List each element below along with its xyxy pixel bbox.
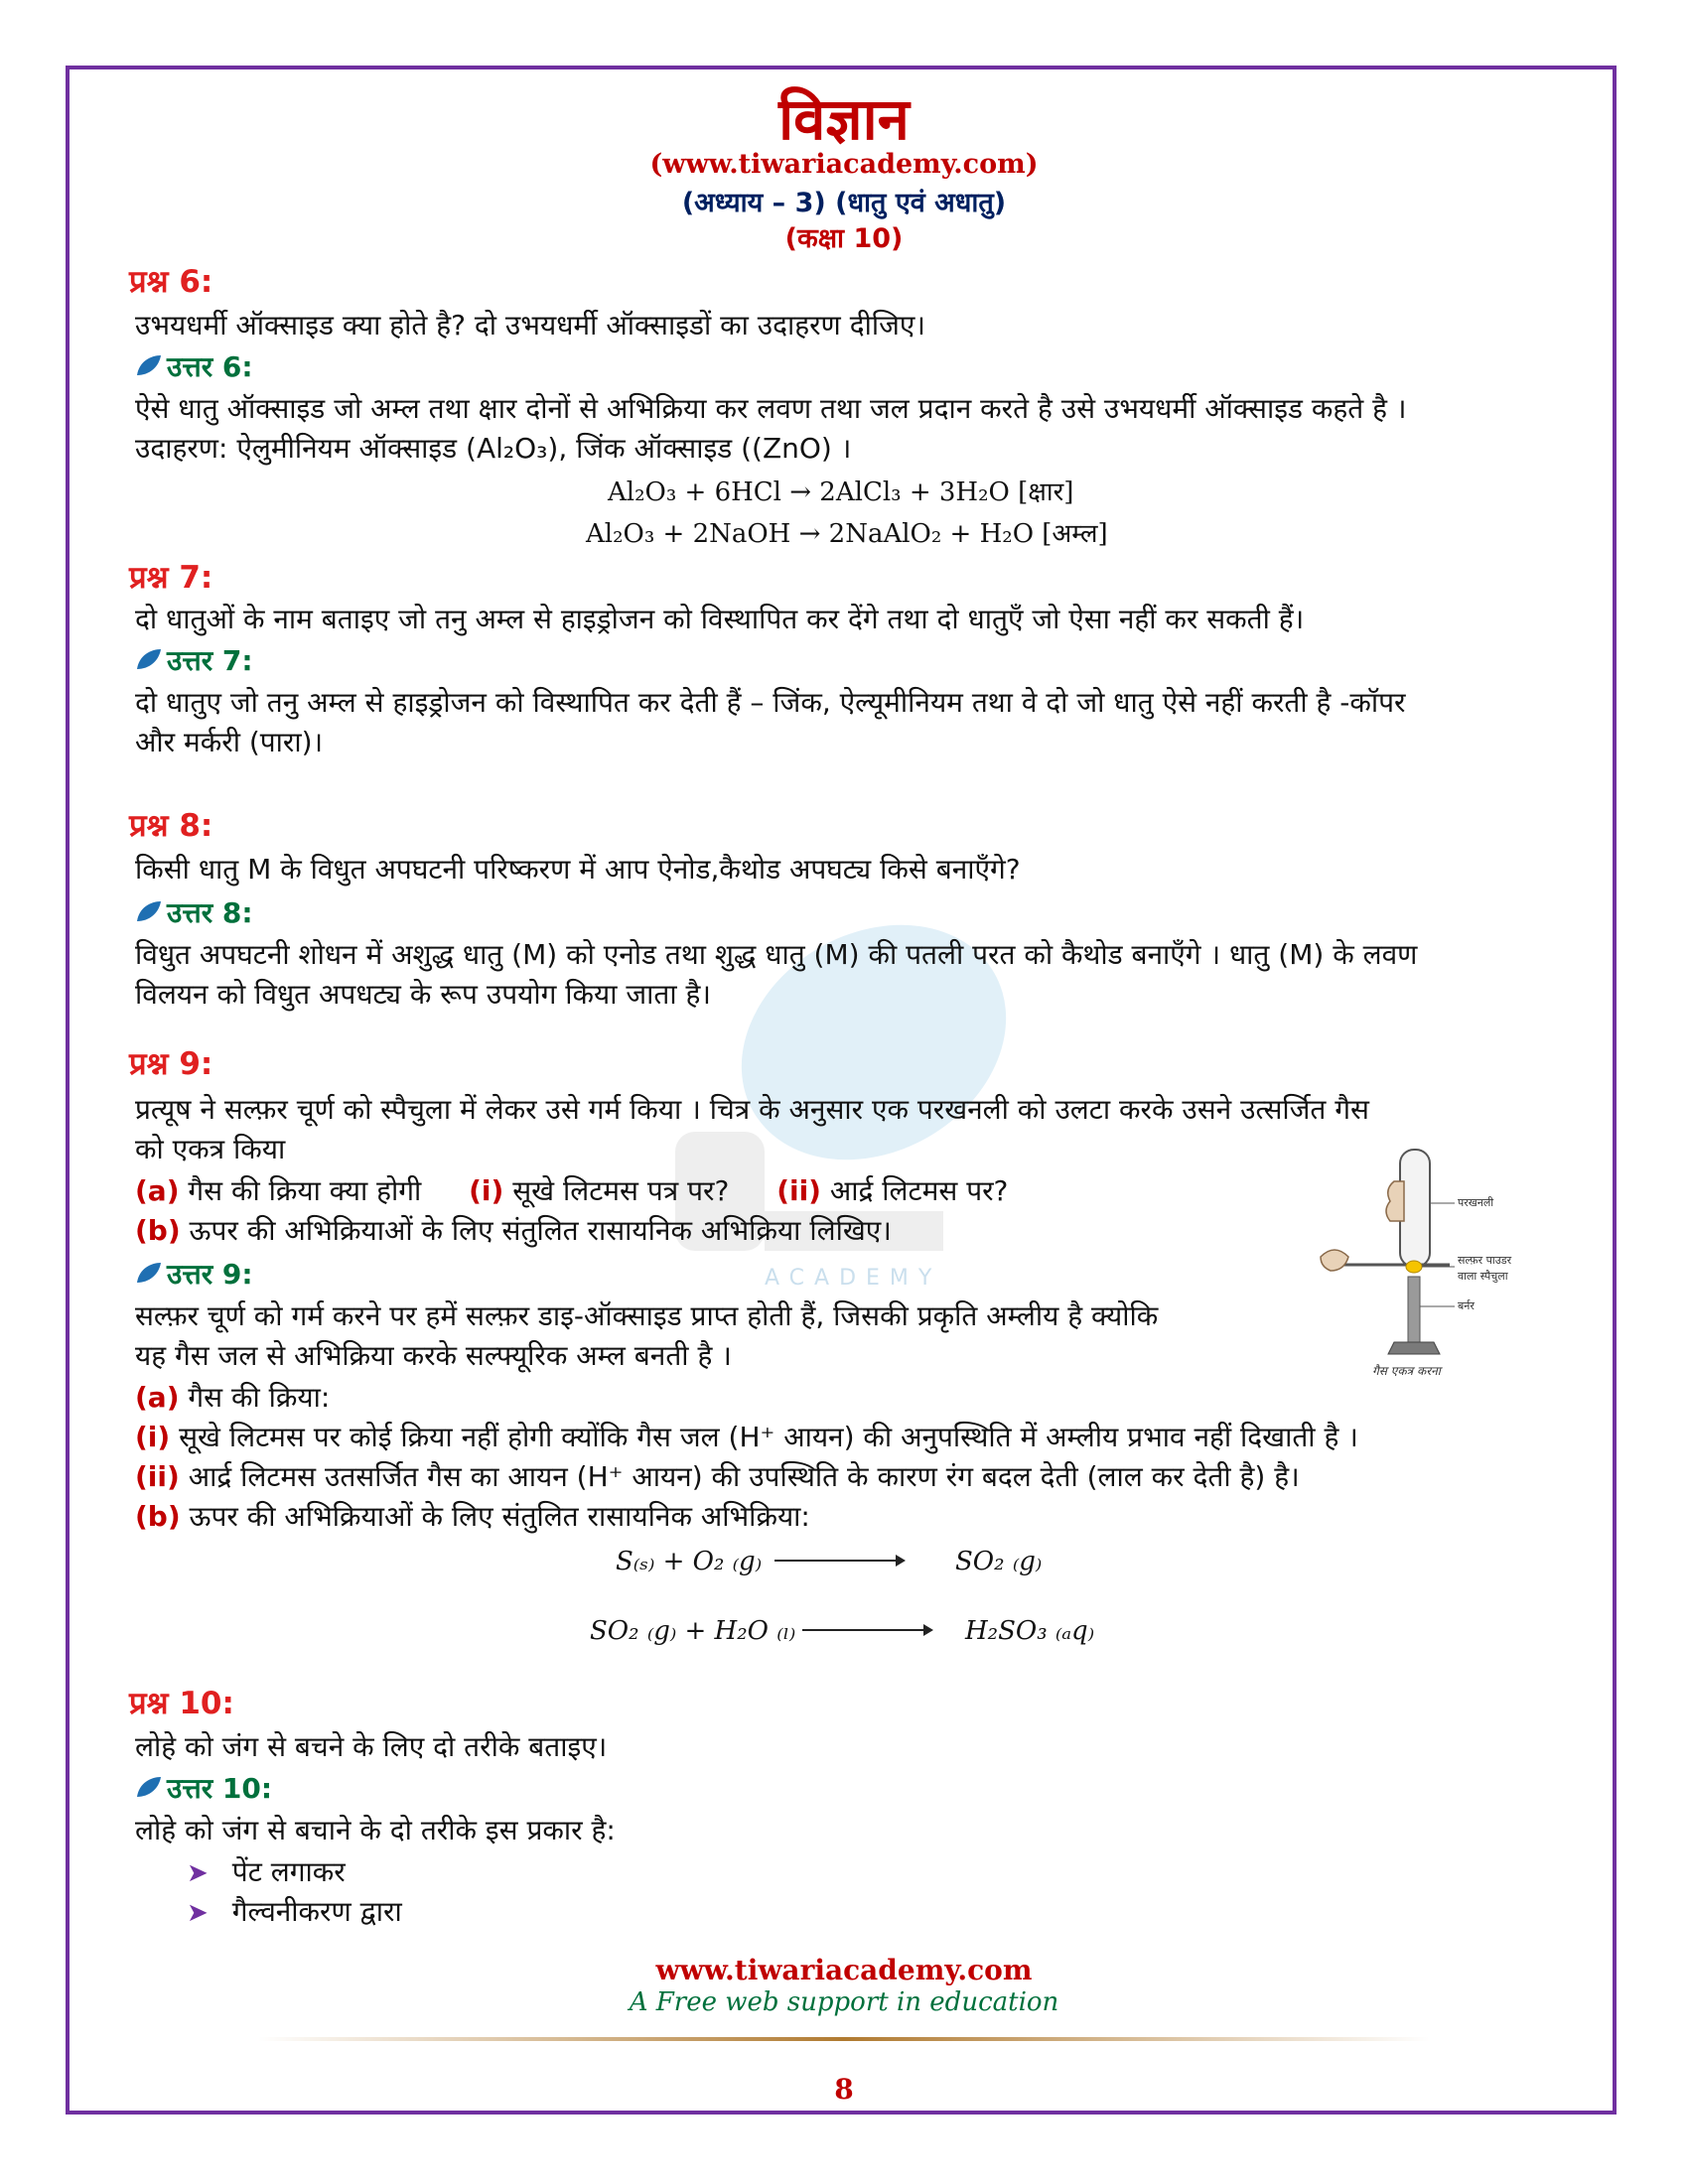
question-9-part-a: (a) गैस की क्रिया क्या होगी (i) सूखे लिटमस पत्र पर? (ii) आर्द्र लिटमस पर? [135,1174,1009,1207]
answer-9-line-2: यह गैस जल से अभिक्रिया करके सल्फ्यूरिक अम्ल बनती है । [135,1339,732,1372]
question-9-line-2: को एकत्र किया [135,1133,286,1165]
footer-website-link[interactable]: www.tiwariacademy.com [655,1954,1033,1986]
question-8-text: किसी धातु M के विधुत अपघटनी परिष्करण में आप ऐनोड,कैथोड अपघट्य किसे बनाएँगे? [135,853,1021,886]
equation-6-2: Al₂O₃ + 2NaOH → 2NaAlO₂ + H₂O [अम्ल] [586,519,1108,549]
leaf-icon [135,1261,163,1287]
website-header: (www.tiwariacademy.com) [649,149,1039,180]
answer-7-line-2: और मर्करी (पारा)। [135,726,324,758]
question-9-line-1: प्रत्यूष ने सल्फ़र चूर्ण को स्पैचुला में लेकर उसे गर्म किया । चित्र के अनुसार एक परखनली को उलटा करके उसने उत्सर्जित गैस [135,1093,1369,1126]
page-title: विज्ञान [778,85,910,153]
leaf-icon [135,899,163,925]
answer-9-part-a: (a) गैस की क्रिया: [135,1381,331,1414]
question-9-part-b: (b) ऊपर की अभिक्रियाओं के लिए संतुलित रासायनिक अभिक्रिया लिखिए। [135,1214,892,1247]
answer-9-part-b: (b) ऊपर की अभिक्रियाओं के लिए संतुलित रासायनिक अभिक्रिया: [135,1500,810,1533]
arrow-bullet-icon: ➤ [187,1858,209,1888]
equation-9-1-right: SO₂ ₍g₎ [955,1547,1043,1576]
question-9-label: प्रश्न 9: [129,1046,213,1082]
answer-6-line-1: ऐसे धातु ऑक्साइड जो अम्ल तथा क्षार दोनों से अभिक्रिया कर लवण तथा जल प्रदान करते है उसे उभयधर्मी ऑक्साइड कहते है । [135,392,1407,425]
answer-6-label: उत्तर 6: [135,347,253,385]
leaf-icon [135,647,163,673]
arrow-icon [773,1549,907,1572]
equation-6-1: Al₂O₃ + 6HCl → 2AlCl₃ + 3H₂O [क्षार] [608,478,1074,507]
answer-7-label: उत्तर 7: [135,641,253,679]
equation-9-2-left: SO₂ ₍g₎ + H₂O ₍ₗ₎ [590,1616,796,1646]
footer-divider [258,2037,1430,2041]
footer-tagline: A Free web support in education [629,1987,1059,2017]
answer-8-line-1: विधुत अपघटनी शोधन में अशुद्ध धातु (M) को एनोड तथा शुद्ध धातु (M) की पतली परत को कैथोड बनाएँगे । धातु (M) के लवण [135,938,1418,971]
question-6-text: उभयधर्मी ऑक्साइड क्या होते है? दो उभयधर्मी ऑक्साइडों का उदाहरण दीजिए। [135,309,925,341]
question-10-label: प्रश्न 10: [129,1686,234,1721]
answer-9-part-a-ii: (ii) आर्द्र लिटमस उतसर्जित गैस का आयन (H⁺ आयन) की उपस्थिति के कारण रंग बदल देती (लाल कर देती है) है। [135,1460,1300,1493]
leaf-icon [135,353,163,379]
answer-8-line-2: विलयन को विधुत अपधट्य के रूप उपयोग किया जाता है। [135,978,712,1011]
figure-label-burner: बर्नर [1458,1299,1475,1312]
page-number: 8 [834,2073,854,2106]
list-item: ➤ गैल्वनीकरण द्वारा [187,1895,402,1928]
leaf-icon [135,1775,163,1801]
class-header: (कक्षा 10) [784,223,904,254]
watermark-text: ACADEMY [765,1266,942,1291]
figure-label-test-tube: परखनली [1458,1196,1494,1209]
answer-7-line-1: दो धातुए जो तनु अम्ल से हाइड्रोजन को विस्थापित कर देती हैं – जिंक, ऐल्यूमीनियम तथा वे दो जो धातु ऐसे नहीं करती है -कॉपर [135,686,1406,719]
gas-collection-figure [1311,1142,1529,1380]
answer-6-line-2: उदाहरण: ऐलुमीनियम ऑक्साइड (Al₂O₃), जिंक ऑक्साइड ((ZnO) । [135,432,852,465]
question-8-label: प्रश्न 8: [129,808,213,844]
figure-label-spatula-1: सल्फ़र पाउडर [1458,1254,1512,1267]
arrow-bullet-icon: ➤ [187,1898,209,1928]
answer-10-line-1: लोहे को जंग से बचाने के दो तरीके इस प्रकार है: [135,1814,616,1846]
answer-9-label: उत्तर 9: [135,1255,253,1293]
equation-9-2-right: H₂SO₃ ₍ₐq₎ [965,1616,1095,1646]
equation-9-1-left: S₍ₛ₎ + O₂ ₍g₎ [616,1547,763,1576]
question-7-label: प्रश्न 7: [129,560,213,596]
arrow-icon [800,1618,934,1642]
answer-9-part-a-i: (i) सूखे लिटमस पर कोई क्रिया नहीं होगी क्योंकि गैस जल (H⁺ आयन) की अनुपस्थिति में अम्लीय प्रभाव नहीं दिखाती है । [135,1421,1358,1453]
answer-9-line-1: सल्फ़र चूर्ण को गर्म करने पर हमें सल्फ़र डाइ-ऑक्साइड प्राप्त होती हैं, जिसकी प्रकृति अम्लीय है क्योकि [135,1299,1159,1332]
question-6-label: प्रश्न 6: [129,264,213,300]
figure-label-spatula-2: वाला स्पैचुला [1458,1270,1508,1283]
chapter-header: (अध्याय – 3) (धातु एवं अधातु) [681,188,1007,218]
answer-10-label: उत्तर 10: [135,1769,272,1807]
question-10-text: लोहे को जंग से बचने के लिए दो तरीके बताइए। [135,1730,608,1763]
figure-caption: गैस एकत्र करना [1372,1364,1441,1378]
answer-8-label: उत्तर 8: [135,893,253,931]
list-item: ➤ पेंट लगाकर [187,1855,346,1888]
question-7-text: दो धातुओं के नाम बताइए जो तनु अम्ल से हाइड्रोजन को विस्थापित कर देंगे तथा दो धातुएँ जो ऐसा नहीं कर सकती हैं। [135,603,1305,635]
